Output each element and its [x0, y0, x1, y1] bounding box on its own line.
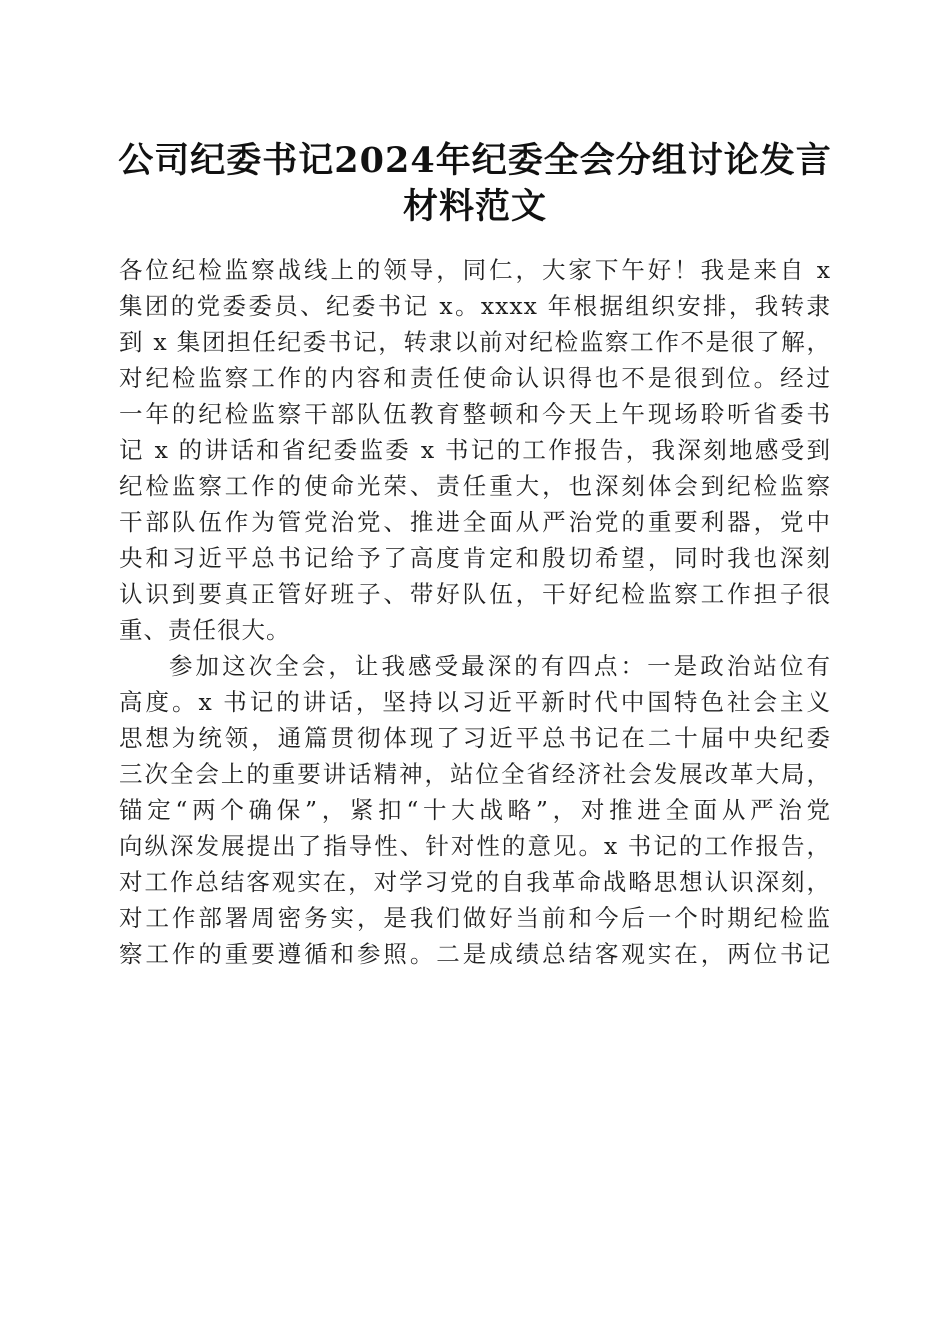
text-line: 记 x 的讲话和省纪委监委 x 书记的工作报告，我深刻地感受到 [119, 436, 831, 464]
paragraph-1 [119, 252, 831, 648]
text-line: 锚定“两个确保”，紧扣“十大战略”，对推进全面从严治党 [119, 796, 831, 824]
text-line: 认识到要真正管好班子、带好队伍，干好纪检监察工作担子很 [119, 580, 831, 608]
text-line: 重、责任很大。 [119, 616, 291, 644]
text-line: 对纪检监察工作的内容和责任使命认识得也不是很到位。经过 [119, 364, 831, 392]
title-line-1: 公司纪委书记2024年纪委全会分组讨论发言 [118, 140, 832, 181]
text-line: 纪检监察工作的使命光荣、责任重大，也深刻体会到纪检监察 [119, 472, 831, 500]
text-line: 央和习近平总书记给予了高度肯定和殷切希望，同时我也深刻 [119, 544, 831, 572]
text-line: 对工作部署周密务实，是我们做好当前和今后一个时期纪检监 [119, 904, 831, 932]
document-title [100, 138, 850, 230]
document-body [119, 252, 831, 972]
text-line: 思想为统领，通篇贯彻体现了习近平总书记在二十届中央纪委 [119, 724, 831, 752]
text-line: 一年的纪检监察干部队伍教育整顿和今天上午现场聆听省委书 [119, 400, 831, 428]
text-line: 干部队伍作为管党治党、推进全面从严治党的重要利器，党中 [119, 508, 831, 536]
text-line: 集团的党委委员、纪委书记 x。xxxx 年根据组织安排，我转隶 [119, 292, 831, 320]
paragraph-2 [119, 648, 831, 972]
text-line: 到 x 集团担任纪委书记，转隶以前对纪检监察工作不是很了解， [119, 328, 831, 356]
text-line: 各位纪检监察战线上的领导，同仁，大家下午好！我是来自 x [119, 256, 831, 284]
text-line: 向纵深发展提出了指导性、针对性的意见。x 书记的工作报告， [119, 832, 831, 860]
text-line: 高度。x 书记的讲话，坚持以习近平新时代中国特色社会主义 [119, 688, 831, 716]
title-line-2: 材料范文 [402, 186, 547, 227]
text-line: 对工作总结客观实在，对学习党的自我革命战略思想认识深刻， [119, 868, 831, 896]
text-line: 参加这次全会，让我感受最深的有四点：一是政治站位有 [169, 652, 831, 680]
text-line: 察工作的重要遵循和参照。二是成绩总结客观实在，两位书记 [119, 940, 831, 968]
text-line: 三次全会上的重要讲话精神，站位全省经济社会发展改革大局， [119, 760, 831, 788]
